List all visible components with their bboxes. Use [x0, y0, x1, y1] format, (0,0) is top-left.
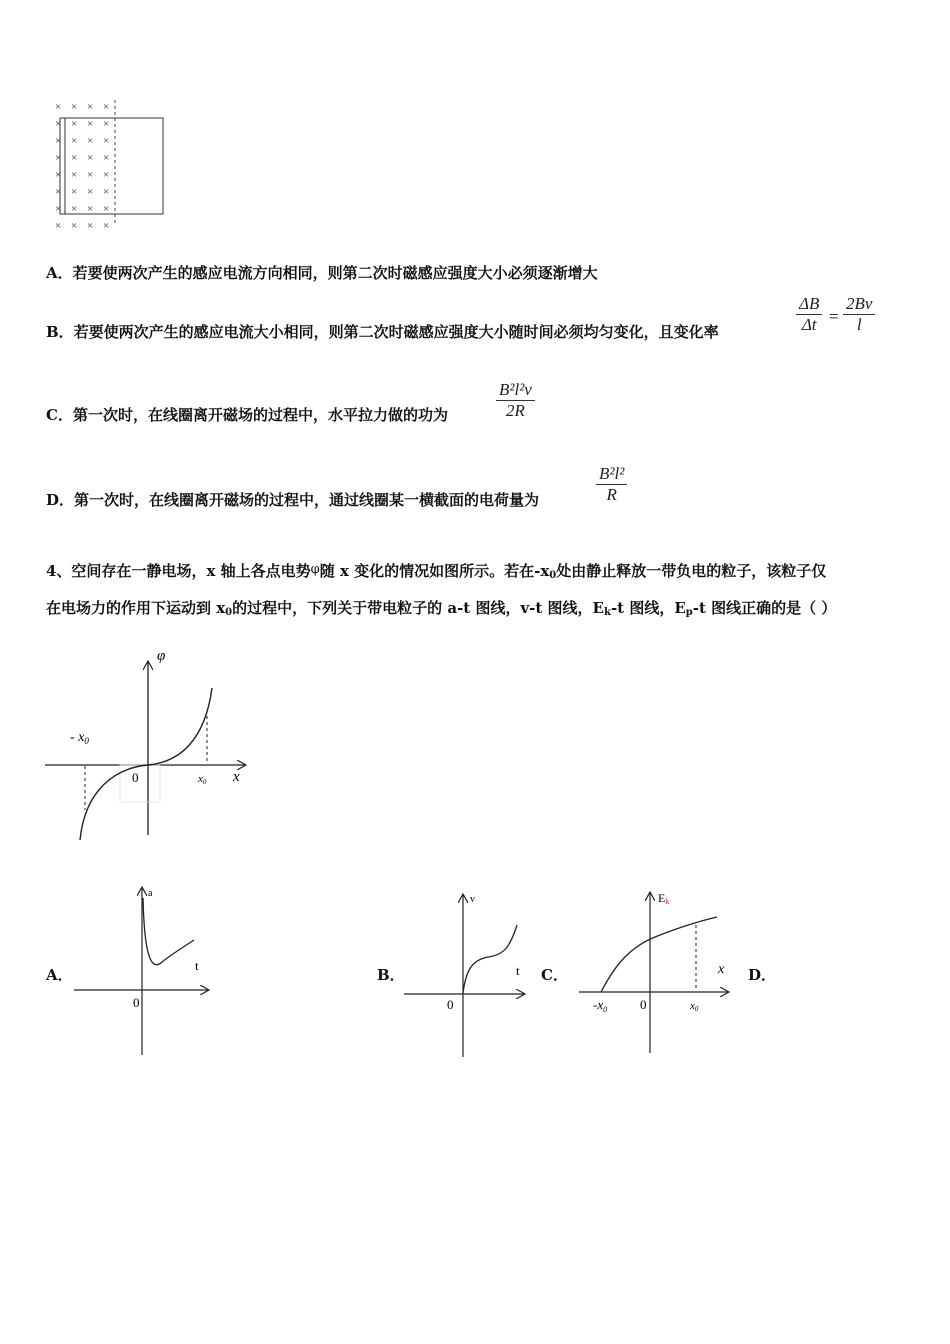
graph-c-origin: 0 [640, 997, 647, 1012]
graph-c-label: C． [541, 966, 568, 984]
option-b: B．若要使两次产生的感应电流大小相同，则第二次时磁感应强度大小随时间必须均匀变化，且变化率 [46, 323, 719, 341]
graph-a-curve [143, 898, 194, 965]
field-cross: × [71, 186, 78, 198]
graph-c-y-label: Ek [658, 891, 670, 906]
option-c: C．第一次时，在线圈离开磁场的过程中，水平拉力做的功为 [46, 406, 448, 424]
field-cross: × [103, 186, 110, 198]
field-cross: × [71, 203, 78, 215]
neg-x0-label: - $x_0$ [70, 730, 89, 746]
field-cross: × [87, 203, 94, 215]
field-cross: × [87, 169, 94, 181]
field-cross: × [87, 220, 94, 230]
graph-a-origin: 0 [133, 995, 140, 1010]
phi-x-graph [40, 640, 255, 845]
phi-x-label: x [233, 769, 240, 785]
field-cross: × [103, 169, 110, 181]
option-b-fraction-left: ΔB Δt [796, 294, 822, 335]
graph-c-x-label: x [718, 962, 725, 977]
field-cross: × [87, 101, 94, 113]
field-cross: × [55, 152, 62, 164]
field-cross: × [55, 135, 62, 147]
field-cross: × [103, 220, 110, 230]
phi-curve [80, 688, 212, 840]
graph-c-pos-x0: x0 [690, 1000, 699, 1013]
field-cross: × [103, 118, 110, 130]
phi-y-label: φ [157, 648, 166, 664]
graph-c-curve [601, 917, 717, 992]
field-cross: × [87, 118, 94, 130]
graph-b-origin: 0 [447, 997, 454, 1012]
graph-b-x-label: t [516, 963, 520, 978]
graph-b [400, 885, 530, 1060]
question4-line1: 4、空间存在一静电场，x 轴上各点电势φ随 x 变化的情况如图所示。若在$-x_0$处由静止释放一带负电的粒子，该粒子仅 [46, 562, 827, 581]
field-cross: × [71, 135, 78, 147]
option-c-fraction: B²l²v 2R [496, 380, 535, 421]
field-cross: × [103, 203, 110, 215]
graph-a [70, 880, 220, 1058]
field-cross: × [55, 220, 62, 230]
option-a: A．若要使两次产生的感应电流方向相同，则第二次时磁感应强度大小必须逐渐增大 [46, 264, 598, 282]
field-cross: × [55, 101, 62, 113]
field-cross: × [87, 186, 94, 198]
graph-c-neg-x0: $-x_0$ [593, 997, 608, 1014]
field-cross: × [55, 203, 62, 215]
phi-origin: 0 [132, 770, 139, 785]
field-cross: × [71, 118, 78, 130]
field-cross: × [55, 186, 62, 198]
graph-c [575, 885, 735, 1057]
field-cross: × [71, 220, 78, 230]
graph-a-x-label: t [195, 958, 199, 973]
field-cross: × [71, 152, 78, 164]
field-cross: × [87, 152, 94, 164]
field-cross: × [87, 135, 94, 147]
field-cross: × [55, 169, 62, 181]
option-b-fraction-right: 2Bv l [843, 294, 875, 335]
graph-a-label: A． [46, 966, 73, 984]
magnetic-field-figure [48, 98, 173, 230]
graph-b-label: B． [377, 966, 405, 984]
option-d: D．第一次时，在线圈离开磁场的过程中，通过线圈某一横截面的电荷量为 [46, 491, 540, 509]
coil-rect [60, 118, 163, 214]
field-cross: × [103, 135, 110, 147]
field-crosses [55, 101, 109, 230]
field-cross: × [55, 118, 62, 130]
field-cross: × [103, 152, 110, 164]
option-d-fraction: B²l² R [596, 464, 627, 505]
option-b-equals: = [829, 307, 839, 326]
field-cross: × [71, 169, 78, 181]
graph-a-y-label: a [148, 888, 153, 899]
field-cross: × [103, 101, 110, 113]
question4-line2: 在电场力的作用下运动到 $x_0$的过程中，下列关于带电粒子的 a-t 图线，v-t 图线，$E_k-t$ 图线，$E_p-t$ 图线正确的是（ ） [46, 599, 837, 618]
graph-b-y-label: v [470, 894, 475, 905]
graph-d-label: D． [748, 966, 777, 984]
field-cross: × [71, 101, 78, 113]
graph-b-curve [463, 925, 517, 993]
pos-x0-label: x0 [198, 773, 207, 786]
